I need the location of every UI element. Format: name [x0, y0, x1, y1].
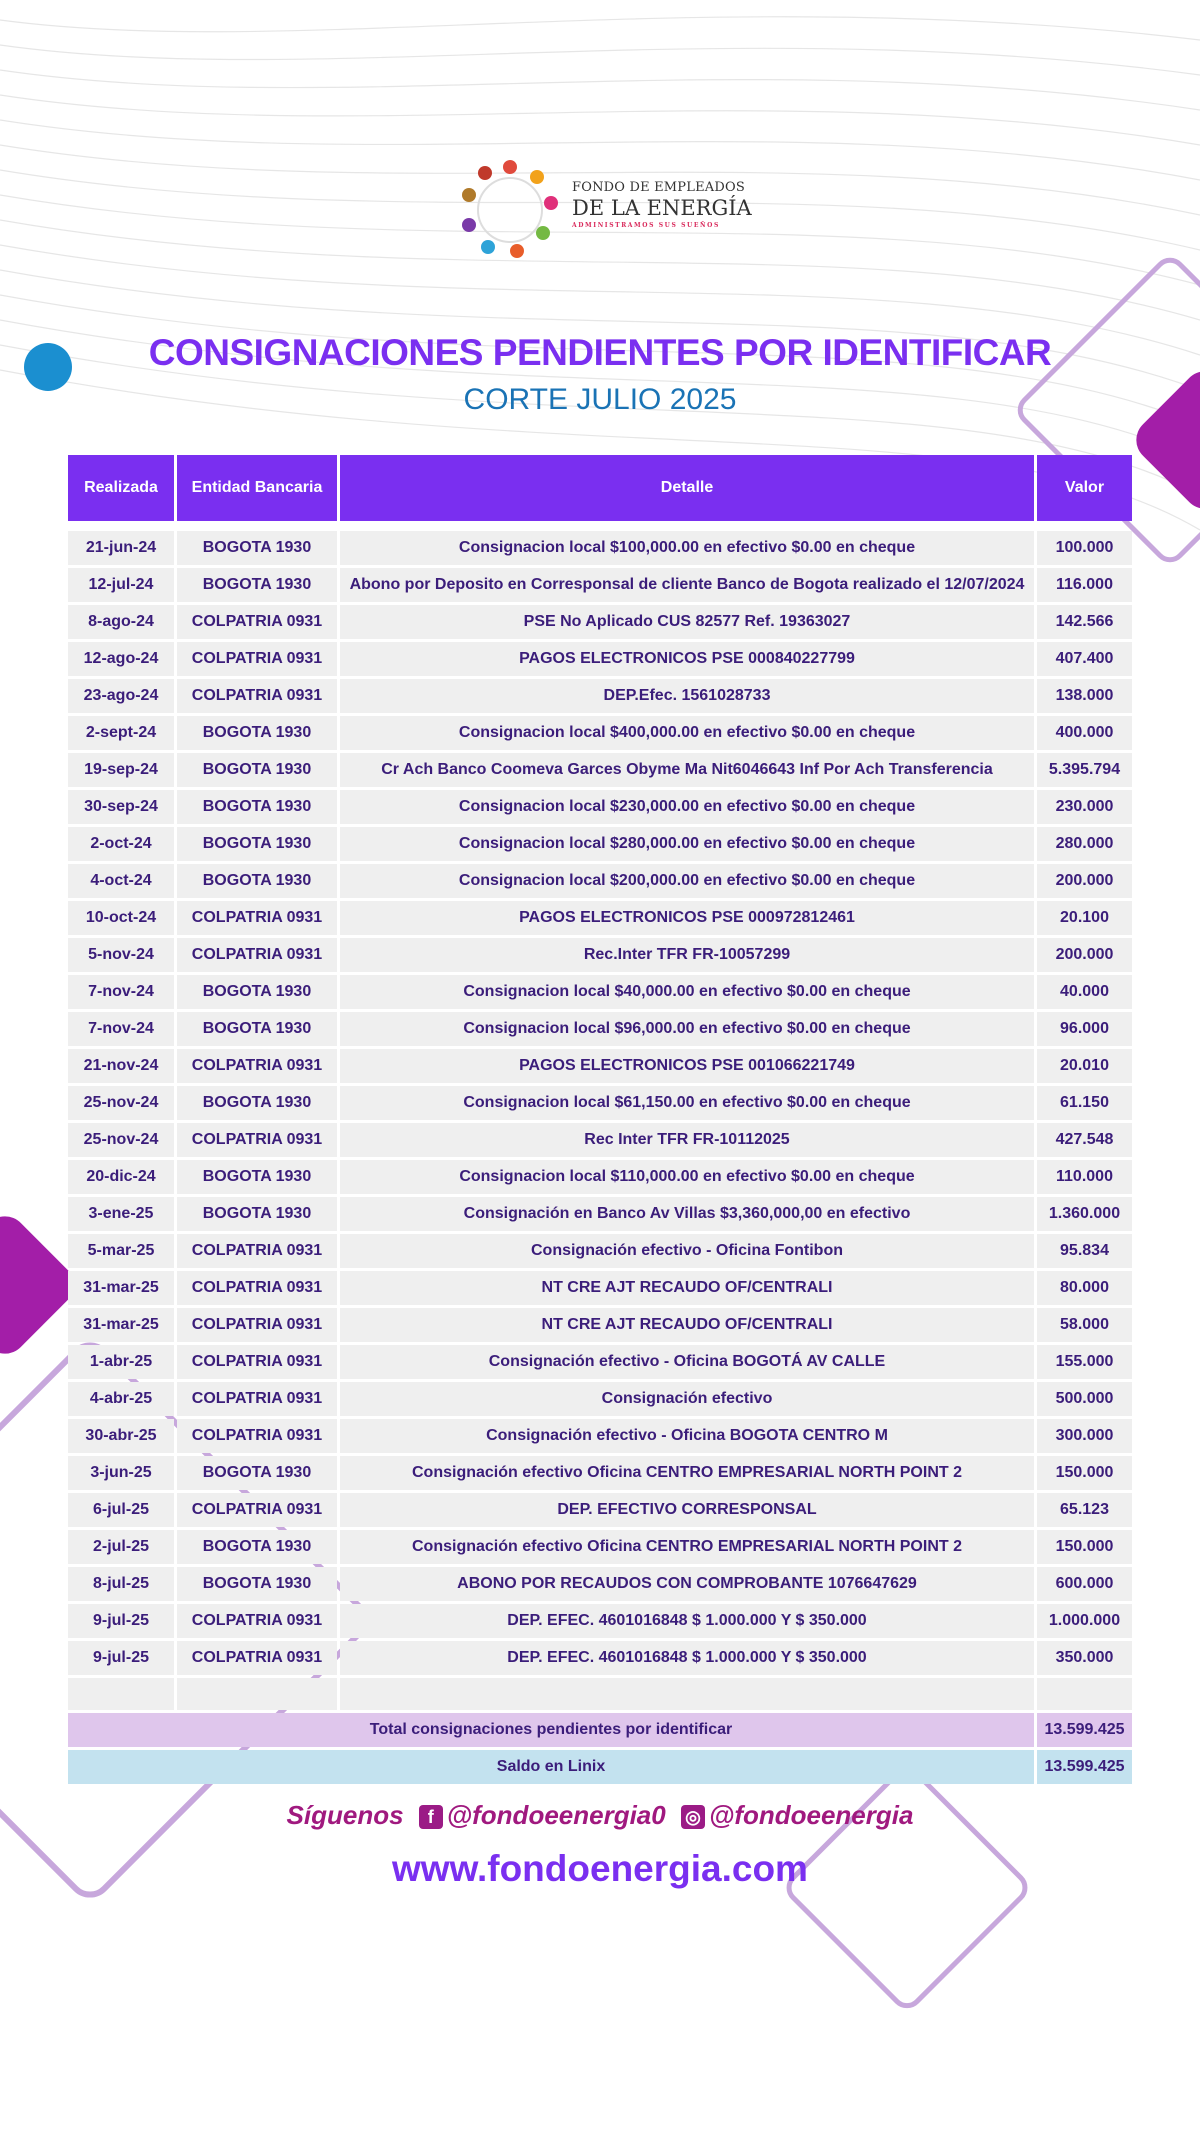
table-row — [68, 605, 1132, 639]
cell-detalle: Consignacion local $40,000.00 en efectivo $0.00 en cheque — [340, 975, 1034, 1009]
cell-valor: 100.000 — [1037, 531, 1132, 565]
cell-entidad: BOGOTA 1930 — [177, 790, 337, 824]
cell-valor: 138.000 — [1037, 679, 1132, 713]
page-title: CONSIGNACIONES PENDIENTES POR IDENTIFICAR — [148, 332, 1052, 373]
cell-realizada: 21-nov-24 — [68, 1049, 174, 1083]
deposits-table — [65, 452, 1135, 1787]
cell-realizada: 25-nov-24 — [68, 1123, 174, 1157]
table-row — [68, 679, 1132, 713]
cell-detalle: DEP.Efec. 1561028733 — [340, 679, 1034, 713]
table-row — [68, 1641, 1132, 1675]
table-row — [68, 642, 1132, 676]
cell-valor: 65.123 — [1037, 1493, 1132, 1527]
cell-valor: 40.000 — [1037, 975, 1132, 1009]
cell-valor: 280.000 — [1037, 827, 1132, 861]
cell-detalle: Consignación efectivo - Oficina BOGOTA CENTRO M — [340, 1419, 1034, 1453]
table-row — [68, 975, 1132, 1009]
table-row — [68, 716, 1132, 750]
header-realizada: Realizada — [68, 455, 174, 521]
cell-valor: 116.000 — [1037, 568, 1132, 602]
cell-valor: 150.000 — [1037, 1456, 1132, 1490]
cell-valor: 58.000 — [1037, 1308, 1132, 1342]
table-row — [68, 1086, 1132, 1120]
cell-valor: 300.000 — [1037, 1419, 1132, 1453]
cell-entidad: COLPATRIA 0931 — [177, 1419, 337, 1453]
cell-realizada: 3-jun-25 — [68, 1456, 174, 1490]
cell-entidad: COLPATRIA 0931 — [177, 1308, 337, 1342]
instagram-icon[interactable]: ◎ — [681, 1805, 705, 1829]
cell-entidad: BOGOTA 1930 — [177, 531, 337, 565]
cell-entidad: COLPATRIA 0931 — [177, 1641, 337, 1675]
cell-realizada: 30-abr-25 — [68, 1419, 174, 1453]
table-row — [68, 1012, 1132, 1046]
table-row — [68, 938, 1132, 972]
cell-entidad: BOGOTA 1930 — [177, 1530, 337, 1564]
table-row — [68, 1271, 1132, 1305]
logo-ring-icon — [455, 155, 565, 265]
website-link[interactable]: www.fondoenergia.com — [392, 1848, 808, 1889]
cell-realizada: 2-jul-25 — [68, 1530, 174, 1564]
cell-valor: 400.000 — [1037, 716, 1132, 750]
cell-valor: 1.360.000 — [1037, 1197, 1132, 1231]
cell-valor: 20.100 — [1037, 901, 1132, 935]
cell-realizada: 7-nov-24 — [68, 975, 174, 1009]
cell-entidad: BOGOTA 1930 — [177, 1456, 337, 1490]
table-row — [68, 1160, 1132, 1194]
cell-valor: 95.834 — [1037, 1234, 1132, 1268]
table-row — [68, 790, 1132, 824]
table-row — [68, 1197, 1132, 1231]
cell-detalle: Rec.Inter TFR FR-10057299 — [340, 938, 1034, 972]
table-row — [68, 827, 1132, 861]
cell-realizada: 12-jul-24 — [68, 568, 174, 602]
cell-detalle: DEP. EFECTIVO CORRESPONSAL — [340, 1493, 1034, 1527]
cell-entidad: COLPATRIA 0931 — [177, 679, 337, 713]
cell-detalle: Consignacion local $110,000.00 en efectivo $0.00 en cheque — [340, 1160, 1034, 1194]
cell-entidad: COLPATRIA 0931 — [177, 1123, 337, 1157]
cell-detalle: PAGOS ELECTRONICOS PSE 000840227799 — [340, 642, 1034, 676]
table-row — [68, 1234, 1132, 1268]
cell-realizada: 19-sep-24 — [68, 753, 174, 787]
blank-row — [68, 1678, 1132, 1710]
cell-realizada: 9-jul-25 — [68, 1641, 174, 1675]
cell-realizada: 2-sept-24 — [68, 716, 174, 750]
cell-valor: 230.000 — [1037, 790, 1132, 824]
cell-realizada: 10-oct-24 — [68, 901, 174, 935]
cell-detalle: Consignación efectivo Oficina CENTRO EMPRESARIAL NORTH POINT 2 — [340, 1530, 1034, 1564]
table-header-row — [68, 455, 1132, 521]
cell-realizada: 2-oct-24 — [68, 827, 174, 861]
cell-realizada: 1-abr-25 — [68, 1345, 174, 1379]
cell-valor: 350.000 — [1037, 1641, 1132, 1675]
cell-entidad: COLPATRIA 0931 — [177, 1493, 337, 1527]
brand-tagline: ADMINISTRAMOS SUS SUEÑOS — [572, 222, 720, 229]
cell-realizada: 23-ago-24 — [68, 679, 174, 713]
cell-valor: 600.000 — [1037, 1567, 1132, 1601]
table-body — [68, 531, 1132, 1675]
cell-detalle: PAGOS ELECTRONICOS PSE 000972812461 — [340, 901, 1034, 935]
cell-realizada: 31-mar-25 — [68, 1308, 174, 1342]
cell-detalle: Consignacion local $61,150.00 en efectivo $0.00 en cheque — [340, 1086, 1034, 1120]
instagram-handle[interactable]: @fondoeenergia — [708, 1800, 914, 1830]
cell-detalle: PAGOS ELECTRONICOS PSE 001066221749 — [340, 1049, 1034, 1083]
header-valor: Valor — [1037, 455, 1132, 521]
cell-valor: 80.000 — [1037, 1271, 1132, 1305]
cell-detalle: Consignación efectivo - Oficina Fontibon — [340, 1234, 1034, 1268]
cell-detalle: Consignacion local $280,000.00 en efectivo $0.00 en cheque — [340, 827, 1034, 861]
cell-realizada: 20-dic-24 — [68, 1160, 174, 1194]
cell-realizada: 21-jun-24 — [68, 531, 174, 565]
cell-valor: 427.548 — [1037, 1123, 1132, 1157]
cell-entidad: BOGOTA 1930 — [177, 864, 337, 898]
table-row — [68, 1493, 1132, 1527]
cell-realizada: 4-abr-25 — [68, 1382, 174, 1416]
cell-detalle: ABONO POR RECAUDOS CON COMPROBANTE 1076647629 — [340, 1567, 1034, 1601]
table-row — [68, 1567, 1132, 1601]
cell-entidad: BOGOTA 1930 — [177, 753, 337, 787]
header-detalle: Detalle — [340, 455, 1034, 521]
cell-detalle: Consignacion local $96,000.00 en efectivo $0.00 en cheque — [340, 1012, 1034, 1046]
cell-detalle: Consignación efectivo - Oficina BOGOTÁ AV CALLE — [340, 1345, 1034, 1379]
cell-valor: 61.150 — [1037, 1086, 1132, 1120]
cell-detalle: PSE No Aplicado CUS 82577 Ref. 19363027 — [340, 605, 1034, 639]
cell-realizada: 5-nov-24 — [68, 938, 174, 972]
cell-valor: 200.000 — [1037, 938, 1132, 972]
cell-entidad: BOGOTA 1930 — [177, 1160, 337, 1194]
cell-detalle: Abono por Deposito en Corresponsal de cliente Banco de Bogota realizado el 12/07/2024 — [340, 568, 1034, 602]
cell-entidad: COLPATRIA 0931 — [177, 1382, 337, 1416]
saldo-row — [68, 1750, 1132, 1784]
cell-entidad: COLPATRIA 0931 — [177, 901, 337, 935]
facebook-icon[interactable]: f — [419, 1805, 443, 1829]
brand-name-line1: FONDO DE EMPLEADOS — [572, 180, 745, 195]
total-label: Total consignaciones pendientes por identificar — [68, 1713, 1034, 1747]
social-links — [0, 1800, 1200, 1831]
cell-entidad: COLPATRIA 0931 — [177, 1604, 337, 1638]
table-row — [68, 753, 1132, 787]
cell-detalle: Consignación efectivo Oficina CENTRO EMPRESARIAL NORTH POINT 2 — [340, 1456, 1034, 1490]
table-row — [68, 1308, 1132, 1342]
cell-detalle: NT CRE AJT RECAUDO OF/CENTRALI — [340, 1271, 1034, 1305]
table-row — [68, 568, 1132, 602]
table-row — [68, 1419, 1132, 1453]
cell-valor: 155.000 — [1037, 1345, 1132, 1379]
cell-valor: 110.000 — [1037, 1160, 1132, 1194]
cell-detalle: Consignacion local $230,000.00 en efectivo $0.00 en cheque — [340, 790, 1034, 824]
header-spacer — [68, 524, 1132, 528]
cell-valor: 1.000.000 — [1037, 1604, 1132, 1638]
cell-valor: 20.010 — [1037, 1049, 1132, 1083]
cell-entidad: COLPATRIA 0931 — [177, 605, 337, 639]
cell-entidad: BOGOTA 1930 — [177, 1567, 337, 1601]
cell-entidad: COLPATRIA 0931 — [177, 938, 337, 972]
table-row — [68, 901, 1132, 935]
cell-detalle: Cr Ach Banco Coomeva Garces Obyme Ma Nit6046643 Inf Por Ach Transferencia — [340, 753, 1034, 787]
brand-name-line2: DE LA ENERGÍA — [572, 196, 752, 220]
cell-realizada: 6-jul-25 — [68, 1493, 174, 1527]
cell-realizada: 8-ago-24 — [68, 605, 174, 639]
cell-detalle: Rec Inter TFR FR-10112025 — [340, 1123, 1034, 1157]
cell-detalle: Consignación en Banco Av Villas $3,360,000,00 en efectivo — [340, 1197, 1034, 1231]
cell-realizada: 5-mar-25 — [68, 1234, 174, 1268]
cell-realizada: 7-nov-24 — [68, 1012, 174, 1046]
cell-entidad: BOGOTA 1930 — [177, 1086, 337, 1120]
table-row — [68, 1530, 1132, 1564]
cell-detalle: Consignación efectivo — [340, 1382, 1034, 1416]
cell-entidad: COLPATRIA 0931 — [177, 1049, 337, 1083]
cell-valor: 407.400 — [1037, 642, 1132, 676]
cell-entidad: COLPATRIA 0931 — [177, 1234, 337, 1268]
table-row — [68, 1049, 1132, 1083]
cell-realizada: 30-sep-24 — [68, 790, 174, 824]
cell-valor: 200.000 — [1037, 864, 1132, 898]
cell-entidad: BOGOTA 1930 — [177, 1012, 337, 1046]
cell-realizada: 8-jul-25 — [68, 1567, 174, 1601]
page-subtitle: CORTE JULIO 2025 — [463, 383, 737, 416]
cell-detalle: Consignacion local $100,000.00 en efectivo $0.00 en cheque — [340, 531, 1034, 565]
cell-detalle: Consignacion local $200,000.00 en efectivo $0.00 en cheque — [340, 864, 1034, 898]
cell-realizada: 25-nov-24 — [68, 1086, 174, 1120]
table-row — [68, 1123, 1132, 1157]
cell-realizada: 9-jul-25 — [68, 1604, 174, 1638]
cell-realizada: 4-oct-24 — [68, 864, 174, 898]
cell-realizada: 12-ago-24 — [68, 642, 174, 676]
header-entidad-bancaria: Entidad Bancaria — [177, 455, 337, 521]
table-totals — [68, 1678, 1132, 1784]
cell-valor: 96.000 — [1037, 1012, 1132, 1046]
cell-valor: 500.000 — [1037, 1382, 1132, 1416]
table-row — [68, 1345, 1132, 1379]
facebook-handle[interactable]: @fondoeenergia0 — [446, 1800, 666, 1830]
cell-entidad: BOGOTA 1930 — [177, 568, 337, 602]
table-row — [68, 1456, 1132, 1490]
cell-valor: 142.566 — [1037, 605, 1132, 639]
cell-entidad: BOGOTA 1930 — [177, 975, 337, 1009]
cell-detalle: Consignacion local $400,000.00 en efectivo $0.00 en cheque — [340, 716, 1034, 750]
cell-entidad: BOGOTA 1930 — [177, 827, 337, 861]
brand-logo — [455, 155, 755, 265]
cell-entidad: COLPATRIA 0931 — [177, 1345, 337, 1379]
cell-entidad: COLPATRIA 0931 — [177, 642, 337, 676]
table-row — [68, 531, 1132, 565]
cell-realizada: 31-mar-25 — [68, 1271, 174, 1305]
cell-detalle: NT CRE AJT RECAUDO OF/CENTRALI — [340, 1308, 1034, 1342]
table-row — [68, 1382, 1132, 1416]
table-row — [68, 864, 1132, 898]
cell-entidad: BOGOTA 1930 — [177, 716, 337, 750]
follow-label: Síguenos — [286, 1800, 404, 1830]
cell-realizada: 3-ene-25 — [68, 1197, 174, 1231]
cell-detalle: DEP. EFEC. 4601016848 $ 1.000.000 Y $ 350.000 — [340, 1604, 1034, 1638]
cell-entidad: COLPATRIA 0931 — [177, 1271, 337, 1305]
cell-entidad: BOGOTA 1930 — [177, 1197, 337, 1231]
total-row — [68, 1713, 1132, 1747]
table-row — [68, 1604, 1132, 1638]
total-value: 13.599.425 — [1037, 1713, 1132, 1747]
saldo-value: 13.599.425 — [1037, 1750, 1132, 1784]
saldo-label: Saldo en Linix — [68, 1750, 1034, 1784]
cell-valor: 5.395.794 — [1037, 753, 1132, 787]
cell-valor: 150.000 — [1037, 1530, 1132, 1564]
cell-detalle: DEP. EFEC. 4601016848 $ 1.000.000 Y $ 350.000 — [340, 1641, 1034, 1675]
